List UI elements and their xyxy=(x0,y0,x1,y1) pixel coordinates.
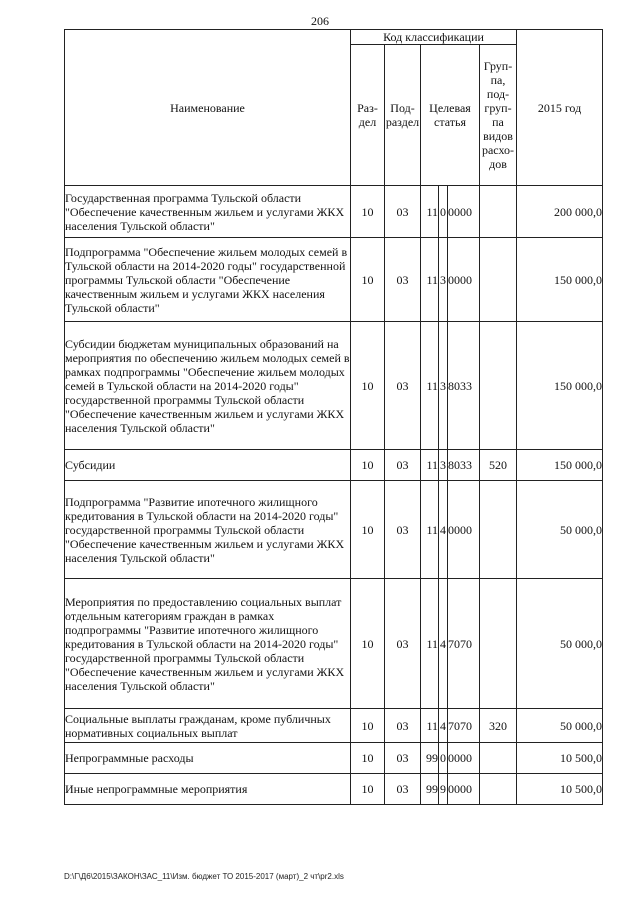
header-expense-type: Груп- па, под- груп- па видов расхо- дов xyxy=(480,45,517,186)
row-target-direction: 0000 xyxy=(448,481,480,579)
row-amount: 150 000,0 xyxy=(517,450,603,481)
row-subsection: 03 xyxy=(385,579,421,709)
row-amount: 10 500,0 xyxy=(517,743,603,774)
row-expense-type: 520 xyxy=(480,450,517,481)
row-amount: 50 000,0 xyxy=(517,709,603,743)
row-name: Непрограммные расходы xyxy=(65,743,351,774)
row-target-program: 11 xyxy=(421,579,439,709)
row-expense-type xyxy=(480,238,517,322)
row-target-program: 11 xyxy=(421,709,439,743)
row-subsection: 03 xyxy=(385,709,421,743)
row-target-direction: 7070 xyxy=(448,579,480,709)
row-section: 10 xyxy=(351,481,385,579)
table-row xyxy=(65,322,603,450)
table-row xyxy=(65,450,603,481)
row-subsection: 03 xyxy=(385,743,421,774)
row-target-direction: 8033 xyxy=(448,450,480,481)
row-expense-type xyxy=(480,579,517,709)
row-name: Субсидии бюджетам муниципальных образований на мероприятия по обеспечению жильем молодых семей в рамках подпрограммы "Обеспечение жильем молодых семей в Тульской области на 2014-2020 годы" государственной программы Тульской области "Обеспечение качественным жильем и услугами ЖКХ населения Тульской области" xyxy=(65,322,351,450)
row-subsection: 03 xyxy=(385,322,421,450)
table-row xyxy=(65,774,603,805)
row-target-program: 11 xyxy=(421,322,439,450)
row-amount: 50 000,0 xyxy=(517,579,603,709)
row-section: 10 xyxy=(351,743,385,774)
row-section: 10 xyxy=(351,322,385,450)
row-name: Государственная программа Тульской области "Обеспечение качественным жильем и услугами ЖКХ населения Тульской области" xyxy=(65,186,351,238)
row-target-direction: 8033 xyxy=(448,322,480,450)
row-amount: 200 000,0 xyxy=(517,186,603,238)
header-target-article: Целевая статья xyxy=(421,45,480,186)
row-expense-type: 320 xyxy=(480,709,517,743)
row-name: Подпрограмма "Развитие ипотечного жилищного кредитования в Тульской области на 2014-2020 годы" государственной программы Тульской области "Обеспечение качественным жильем и услугами ЖКХ населения Тульской области" xyxy=(65,481,351,579)
table-row xyxy=(65,481,603,579)
table-row xyxy=(65,579,603,709)
row-section: 10 xyxy=(351,709,385,743)
row-target-subprogram: 4 xyxy=(439,481,448,579)
row-target-direction: 7070 xyxy=(448,709,480,743)
row-target-program: 99 xyxy=(421,743,439,774)
row-target-subprogram: 3 xyxy=(439,450,448,481)
table-row xyxy=(65,743,603,774)
file-path-footer: D:\Г\Д6\2015\ЗАКОН\ЗАС_11\Изм. бюджет ТО 2015-2017 (март)_2 чт\pr2.xls xyxy=(64,872,344,881)
header-year: 2015 год xyxy=(517,30,603,186)
row-name: Мероприятия по предоставлению социальных выплат отдельным категориям граждан в рамках подпрограммы "Развитие ипотечного жилищного кредитования в Тульской области на 2014-2020 годы" государственной программы Тульской области "Обеспечение качественным жильем и услугами ЖКХ населения Тульской области" xyxy=(65,579,351,709)
row-target-subprogram: 4 xyxy=(439,709,448,743)
table-row xyxy=(65,709,603,743)
row-amount: 10 500,0 xyxy=(517,774,603,805)
row-subsection: 03 xyxy=(385,450,421,481)
row-section: 10 xyxy=(351,579,385,709)
table-row xyxy=(65,238,603,322)
row-name: Подпрограмма "Обеспечение жильем молодых семей в Тульской области на 2014-2020 годы" государственной программы Тульской области "Обеспечение качественным жильем и услугами ЖКХ населения Тульской области" xyxy=(65,238,351,322)
table-body xyxy=(65,186,603,805)
row-target-subprogram: 9 xyxy=(439,774,448,805)
table-header xyxy=(65,30,603,186)
row-expense-type xyxy=(480,186,517,238)
header-name: Наименование xyxy=(65,30,351,186)
row-expense-type xyxy=(480,774,517,805)
row-target-direction: 0000 xyxy=(448,238,480,322)
row-subsection: 03 xyxy=(385,774,421,805)
row-section: 10 xyxy=(351,186,385,238)
row-target-direction: 0000 xyxy=(448,743,480,774)
page-number: 206 xyxy=(311,14,329,28)
row-target-program: 11 xyxy=(421,450,439,481)
row-expense-type xyxy=(480,481,517,579)
row-name: Иные непрограммные мероприятия xyxy=(65,774,351,805)
row-amount: 150 000,0 xyxy=(517,322,603,450)
row-section: 10 xyxy=(351,238,385,322)
row-section: 10 xyxy=(351,450,385,481)
header-section: Раз- дел xyxy=(351,45,385,186)
row-target-direction: 0000 xyxy=(448,774,480,805)
row-target-subprogram: 0 xyxy=(439,186,448,238)
table-row xyxy=(65,186,603,238)
row-expense-type xyxy=(480,322,517,450)
row-target-program: 11 xyxy=(421,238,439,322)
row-name: Социальные выплаты гражданам, кроме публичных нормативных социальных выплат xyxy=(65,709,351,743)
row-subsection: 03 xyxy=(385,238,421,322)
row-target-program: 11 xyxy=(421,186,439,238)
row-target-subprogram: 3 xyxy=(439,322,448,450)
row-subsection: 03 xyxy=(385,186,421,238)
row-target-subprogram: 3 xyxy=(439,238,448,322)
row-target-program: 99 xyxy=(421,774,439,805)
row-expense-type xyxy=(480,743,517,774)
row-target-subprogram: 4 xyxy=(439,579,448,709)
row-target-direction: 0000 xyxy=(448,186,480,238)
row-target-subprogram: 0 xyxy=(439,743,448,774)
row-amount: 50 000,0 xyxy=(517,481,603,579)
row-amount: 150 000,0 xyxy=(517,238,603,322)
row-subsection: 03 xyxy=(385,481,421,579)
row-target-program: 11 xyxy=(421,481,439,579)
row-section: 10 xyxy=(351,774,385,805)
header-code-group: Код классификации xyxy=(351,30,517,45)
header-subsection: Под- раздел xyxy=(385,45,421,186)
budget-table xyxy=(64,29,603,805)
row-name: Субсидии xyxy=(65,450,351,481)
